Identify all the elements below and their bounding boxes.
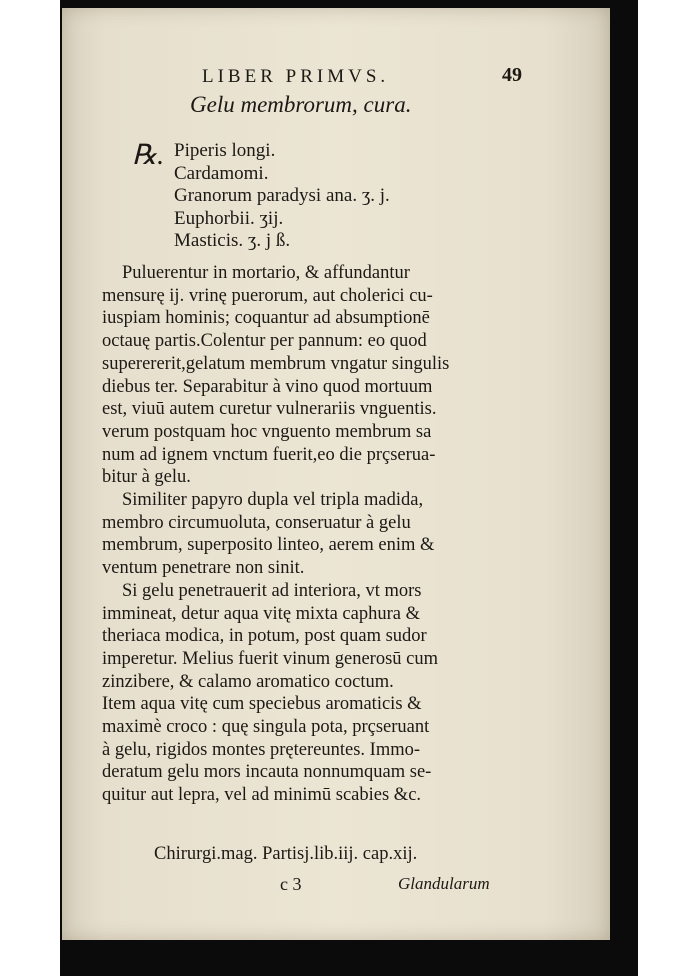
text-line: est, viuū autem curetur vulnerariis vnguentis.: [102, 399, 437, 420]
text-line: bitur à gelu.: [102, 467, 191, 488]
text-line: quitur aut lepra, vel ad minimū scabies &c.: [102, 785, 422, 806]
citation: Chirurgi.mag. Partisj.lib.iij. cap.xij.: [154, 844, 418, 864]
recipe-item: Masticis. ʒ. j ß.: [174, 230, 291, 251]
text-line: ventum penetrare non sinit.: [102, 558, 305, 579]
recipe-symbol: ℞.: [132, 140, 165, 171]
text-line: diebus ter. Separabitur à vino quod mortuum: [102, 376, 433, 397]
body-text: [102, 262, 572, 807]
text-line: membro circumuoluta, conseruatur à gelu: [102, 512, 411, 533]
text-line: Puluerentur in mortario, & affundantur: [122, 263, 410, 283]
text-line: num ad ignem vnctum fuerit,eo die prçserua-: [102, 444, 436, 465]
text-line: immineat, detur aqua vitę mixta caphura &: [102, 603, 420, 624]
page-number: 49: [502, 64, 522, 86]
recipe-list: [174, 140, 390, 253]
text-line: membrum, superposito linteo, aerem enim &: [102, 535, 435, 556]
text-line: Si gelu penetrauerit ad interiora, vt mors: [122, 580, 422, 601]
text-line: superererit,gelatum membrum vngatur singulis: [102, 353, 450, 374]
text-line: Similiter papyro dupla vel tripla madida,: [122, 490, 424, 511]
signature-mark: c 3: [280, 874, 302, 894]
running-title: LIBER PRIMVS.: [202, 66, 390, 87]
text-line: verum postquam hoc vnguento membrum sa: [102, 421, 432, 442]
catchword: Glandularum: [398, 874, 490, 893]
text-line: iuspiam hominis; coquantur ad absumptionē: [102, 308, 430, 329]
section-heading: Gelu membrorum, cura.: [190, 92, 412, 117]
text-line: deratum gelu mors incauta nonnumquam se-: [102, 762, 432, 783]
recipe-item: Piperis longi.: [174, 140, 276, 161]
text-line: octauę partis.Colentur per pannum: eo quod: [102, 331, 427, 352]
recipe-item: Cardamomi.: [174, 162, 269, 184]
text-line: maximè croco : quę singula pota, prçseruant: [102, 717, 430, 738]
recipe-item: Euphorbii. ʒij.: [174, 207, 284, 229]
text-line: à gelu, rigidos montes prętereuntes. Immo-: [102, 739, 421, 760]
book-page: [62, 8, 610, 940]
recipe-item: Granorum paradysi ana. ʒ. j.: [174, 185, 390, 206]
text-line: zinzibere, & calamo aromatico coctum.: [102, 671, 394, 692]
text-line: imperetur. Melius fuerit vinum generosū cum: [102, 648, 439, 669]
text-line: Item aqua vitę cum speciebus aromaticis &: [102, 694, 422, 715]
text-line: mensurę ij. vrinę puerorum, aut cholerici cu-: [102, 285, 433, 306]
text-line: theriaca modica, in potum, post quam sudor: [102, 626, 427, 647]
